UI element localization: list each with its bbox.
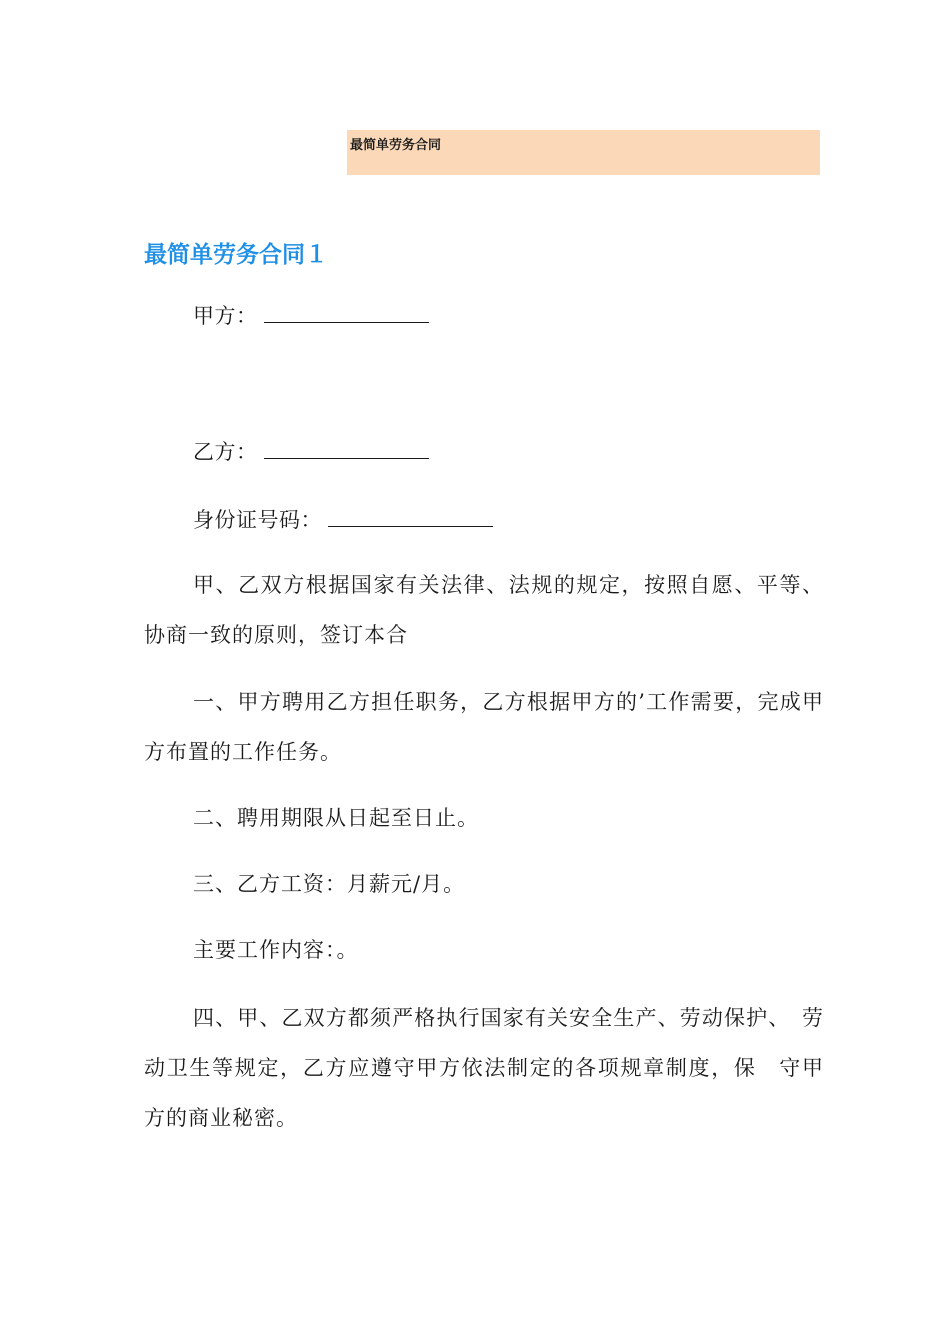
party-a-blank-line (264, 304, 429, 323)
party-b-label: 乙方： (193, 440, 258, 464)
paragraph-clause-1: 一、甲方聘用乙方担任职务，乙方根据甲方的’工作需要，完成甲方布置的工作任务。 (144, 690, 824, 764)
paragraph-clause-2: 二、聘用期限从日起至日止。 (193, 806, 479, 830)
header-banner (347, 130, 820, 175)
id-number-label: 身份证号码： (193, 508, 322, 532)
id-number-field (193, 508, 493, 532)
party-a-label: 甲方： (193, 304, 258, 328)
header-label: 最简单劳务合同 (350, 138, 442, 153)
paragraph-clause-3: 三、乙方工资：月薪元/月。 (193, 872, 466, 896)
paragraph-work-content: 主要工作内容：。 (193, 938, 359, 962)
document-title: 最简单劳务合同１ (144, 242, 328, 268)
party-b-blank-line (264, 440, 429, 459)
party-a-field (193, 304, 429, 328)
paragraph-intro: 甲、乙双方根据国家有关法律、法规的规定，按照自愿、平等、协商一致的原则，签订本合 (144, 573, 824, 647)
id-number-blank-line (328, 508, 493, 527)
party-b-field (193, 440, 429, 464)
paragraph-clause-4: 四、甲、乙双方都须严格执行国家有关安全生产、劳动保护、 劳动卫生等规定，乙方应遵守甲方依法制定的各项规章制度，保 守甲方的商业秘密。 (144, 1006, 824, 1130)
